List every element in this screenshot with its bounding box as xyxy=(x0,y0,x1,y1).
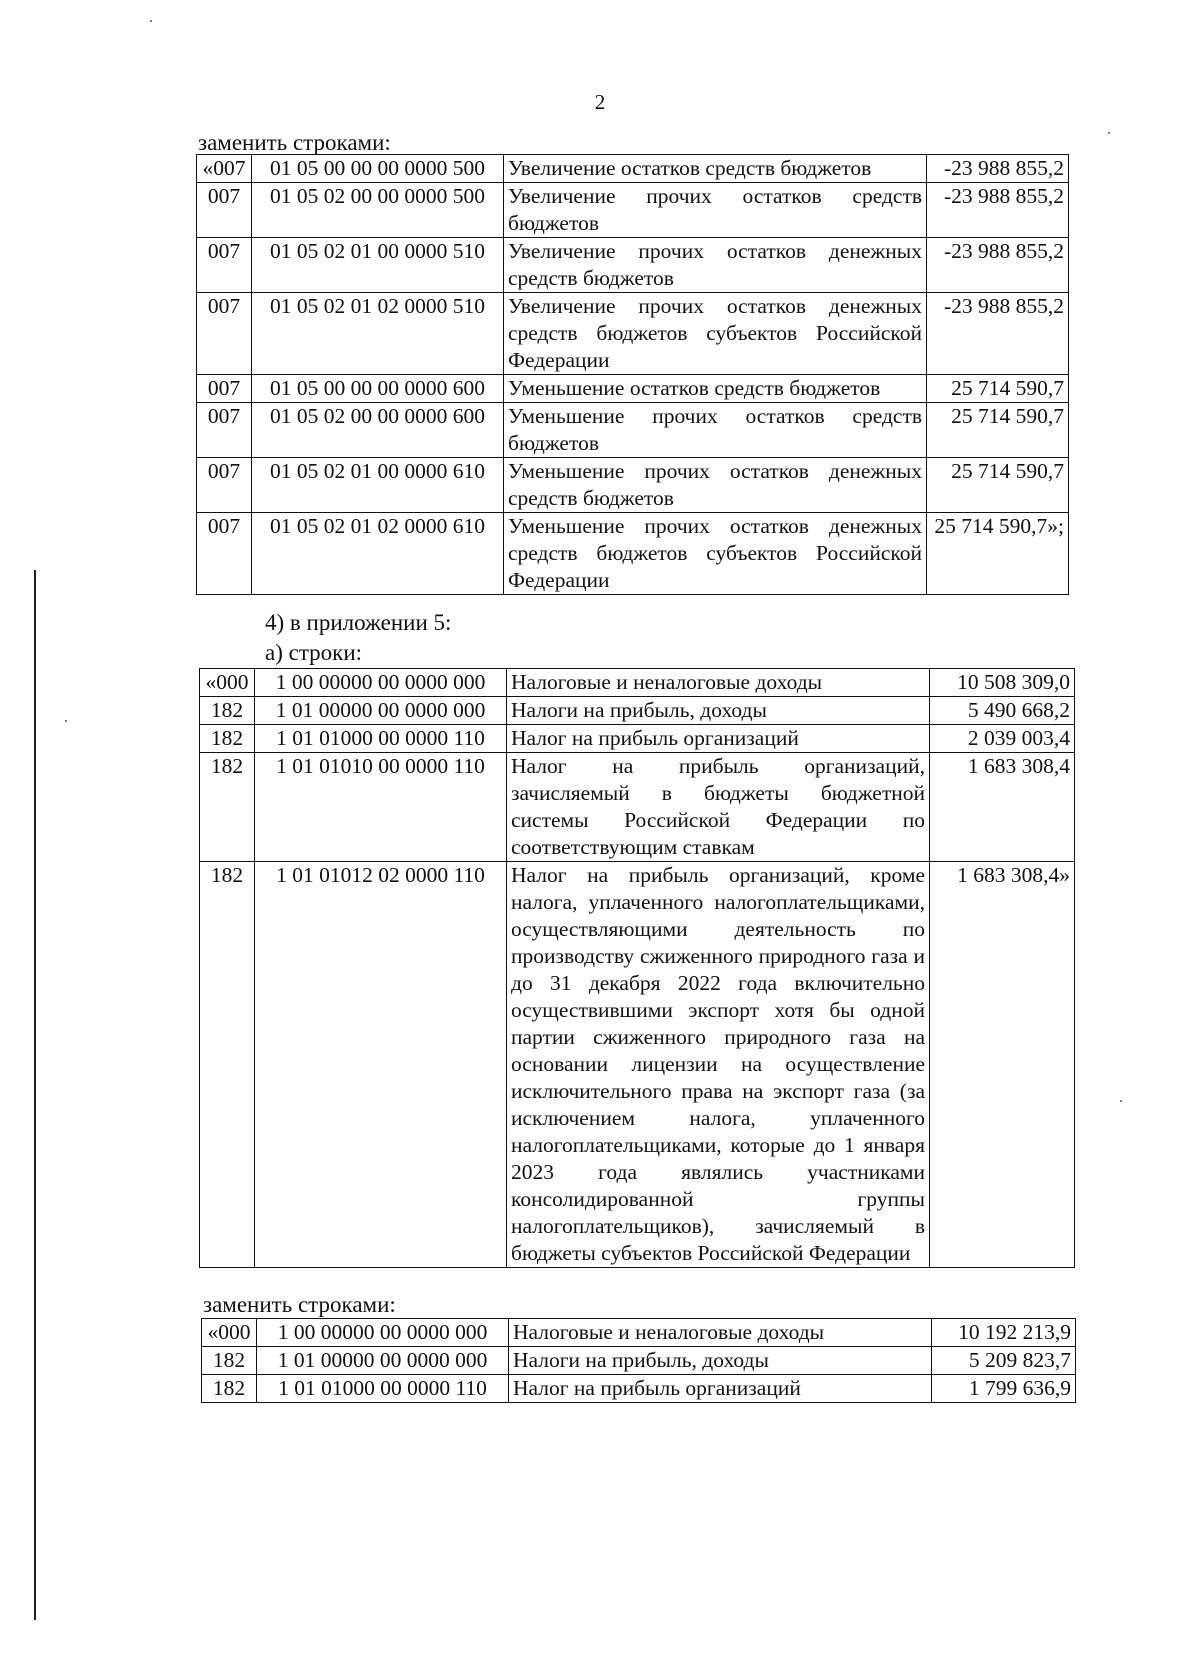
row-code: «000 xyxy=(202,1319,257,1347)
row-code: 007 xyxy=(197,458,252,513)
row-name: Налоговые и неналоговые доходы xyxy=(509,1319,932,1347)
row-kbk: 1 01 01010 00 0000 110 xyxy=(255,753,507,862)
row-code: 182 xyxy=(200,753,255,862)
row-code: 182 xyxy=(202,1375,257,1403)
row-code: 182 xyxy=(200,862,255,1268)
section2-subheading: а) строки: xyxy=(265,640,363,665)
row-kbk: 1 01 00000 00 0000 000 xyxy=(257,1347,509,1375)
row-name: Уменьшение прочих остатков средств бюджетов xyxy=(504,403,927,458)
table-row xyxy=(202,1375,1076,1403)
table-row xyxy=(197,293,1069,375)
row-name: Увеличение прочих остатков средств бюджетов xyxy=(504,183,927,238)
row-name: Налоговые и неналоговые доходы xyxy=(507,669,930,697)
section3-table xyxy=(201,1318,1076,1403)
page-number: 2 xyxy=(594,90,606,114)
table-row xyxy=(197,513,1069,595)
row-sum: 2 039 003,4 xyxy=(930,725,1075,753)
scan-margin-line xyxy=(34,570,36,1620)
section1-table xyxy=(196,154,1069,595)
table-row xyxy=(200,669,1075,697)
row-code: «007 xyxy=(197,155,252,183)
row-code: 182 xyxy=(200,725,255,753)
row-kbk: 01 05 00 00 00 0000 600 xyxy=(252,375,504,403)
row-name: Налог на прибыль организаций, кроме налога, уплаченного налогоплательщиками, осуществляющими деятельность по производству сжиженного природного газа и до 31 декабря 2022 года включительно осуществившими экспорт хотя бы одной партии сжиженного природного газа на основании лицензии на осуществление исключительного права на экспорт газа (за исключением налога, уплаченного налогоплательщиками, которые до 1 января 2023 года являлись участниками консолидированной группы налогоплательщиков), зачисляемый в бюджеты субъектов Российской Федерации xyxy=(507,862,930,1268)
scan-speck xyxy=(1108,132,1110,134)
row-kbk: 1 01 01000 00 0000 110 xyxy=(257,1375,509,1403)
row-code: 007 xyxy=(197,238,252,293)
section2-table xyxy=(199,668,1075,1268)
row-kbk: 01 05 02 01 00 0000 510 xyxy=(252,238,504,293)
row-kbk: 1 00 00000 00 0000 000 xyxy=(257,1319,509,1347)
row-kbk: 1 01 01000 00 0000 110 xyxy=(255,725,507,753)
row-name: Налог на прибыль организаций, зачисляемый в бюджеты бюджетной системы Российской Федерации по соответствующим ставкам xyxy=(507,753,930,862)
table-row xyxy=(200,697,1075,725)
row-sum: -23 988 855,2 xyxy=(927,155,1069,183)
row-code: 007 xyxy=(197,375,252,403)
row-sum: 5 209 823,7 xyxy=(932,1347,1076,1375)
row-code: 007 xyxy=(197,293,252,375)
row-kbk: 01 05 02 01 02 0000 610 xyxy=(252,513,504,595)
table-row xyxy=(202,1347,1076,1375)
row-code: «000 xyxy=(200,669,255,697)
scan-speck xyxy=(65,720,67,722)
row-name: Налог на прибыль организаций xyxy=(509,1375,932,1403)
scan-speck xyxy=(1120,1100,1122,1102)
table-row xyxy=(197,238,1069,293)
row-kbk: 1 01 00000 00 0000 000 xyxy=(255,697,507,725)
row-code: 007 xyxy=(197,183,252,238)
table-row xyxy=(197,403,1069,458)
row-sum: -23 988 855,2 xyxy=(927,183,1069,238)
section1-heading: заменить строками: xyxy=(198,130,391,155)
table-row xyxy=(202,1319,1076,1347)
row-code: 182 xyxy=(202,1347,257,1375)
row-sum: 25 714 590,7 xyxy=(927,403,1069,458)
section2-heading: 4) в приложении 5: xyxy=(265,610,452,635)
table-row xyxy=(197,183,1069,238)
row-kbk: 1 00 00000 00 0000 000 xyxy=(255,669,507,697)
scan-speck xyxy=(150,20,152,22)
row-code: 007 xyxy=(197,403,252,458)
row-sum: 25 714 590,7»; xyxy=(927,513,1069,595)
row-sum: -23 988 855,2 xyxy=(927,238,1069,293)
row-kbk: 1 01 01012 02 0000 110 xyxy=(255,862,507,1268)
row-sum: -23 988 855,2 xyxy=(927,293,1069,375)
row-code: 007 xyxy=(197,513,252,595)
row-name: Уменьшение прочих остатков денежных средств бюджетов xyxy=(504,458,927,513)
row-sum: 10 192 213,9 xyxy=(932,1319,1076,1347)
row-sum: 1 683 308,4» xyxy=(930,862,1075,1268)
row-name: Уменьшение прочих остатков денежных средств бюджетов субъектов Российской Федерации xyxy=(504,513,927,595)
row-kbk: 01 05 02 01 02 0000 510 xyxy=(252,293,504,375)
row-name: Увеличение прочих остатков денежных средств бюджетов субъектов Российской Федерации xyxy=(504,293,927,375)
table-row xyxy=(197,458,1069,513)
row-sum: 5 490 668,2 xyxy=(930,697,1075,725)
row-name: Увеличение остатков средств бюджетов xyxy=(504,155,927,183)
row-sum: 25 714 590,7 xyxy=(927,375,1069,403)
row-code: 182 xyxy=(200,697,255,725)
row-name: Увеличение прочих остатков денежных средств бюджетов xyxy=(504,238,927,293)
table-row xyxy=(200,725,1075,753)
table-row xyxy=(197,375,1069,403)
table-row xyxy=(200,753,1075,862)
row-kbk: 01 05 02 01 00 0000 610 xyxy=(252,458,504,513)
section3-heading: заменить строками: xyxy=(203,1292,396,1317)
table-row xyxy=(197,155,1069,183)
row-sum: 10 508 309,0 xyxy=(930,669,1075,697)
row-name: Налоги на прибыль, доходы xyxy=(509,1347,932,1375)
row-sum: 1 799 636,9 xyxy=(932,1375,1076,1403)
row-sum: 25 714 590,7 xyxy=(927,458,1069,513)
row-name: Налоги на прибыль, доходы xyxy=(507,697,930,725)
row-kbk: 01 05 00 00 00 0000 500 xyxy=(252,155,504,183)
table-row xyxy=(200,862,1075,1268)
row-kbk: 01 05 02 00 00 0000 500 xyxy=(252,183,504,238)
row-name: Налог на прибыль организаций xyxy=(507,725,930,753)
row-sum: 1 683 308,4 xyxy=(930,753,1075,862)
row-kbk: 01 05 02 00 00 0000 600 xyxy=(252,403,504,458)
row-name: Уменьшение остатков средств бюджетов xyxy=(504,375,927,403)
